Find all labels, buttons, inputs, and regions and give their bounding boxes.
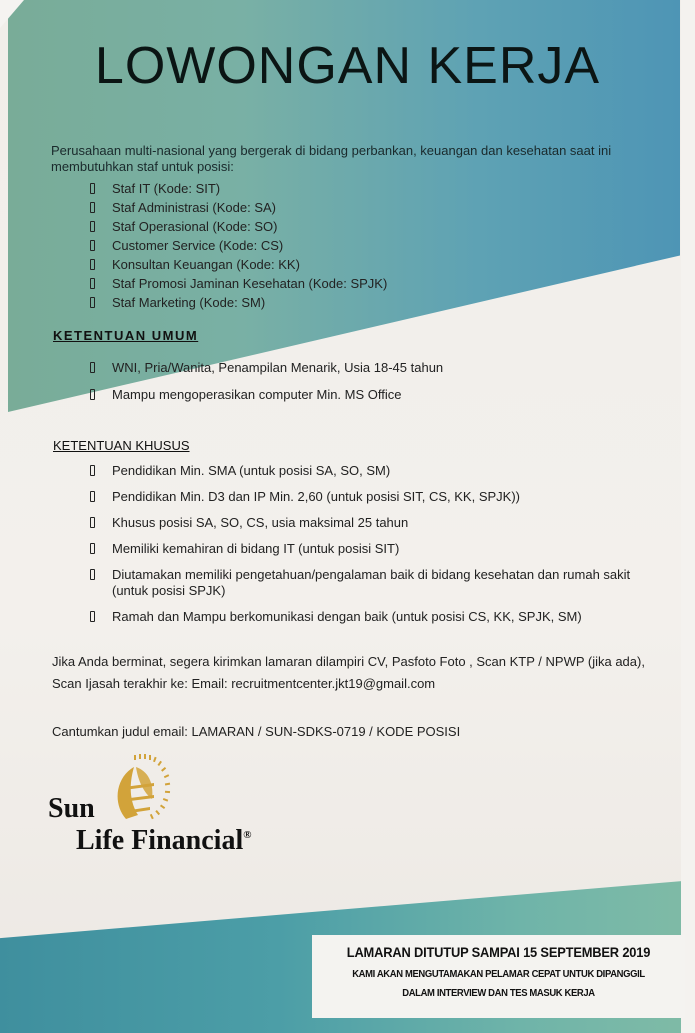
list-item: Pendidikan Min. D3 dan IP Min. 2,60 (untuk posisi SIT, CS, KK, SPJK)) (90, 489, 640, 505)
list-item: Staf Promosi Jaminan Kesehatan (Kode: SPJK) (90, 274, 387, 293)
list-item: Khusus posisi SA, SO, CS, usia maksimal 25 tahun (90, 515, 640, 531)
list-item: Memiliki kemahiran di bidang IT (untuk posisi SIT) (90, 541, 640, 557)
paper-edge (681, 0, 695, 1033)
list-item: Customer Service (Kode: CS) (90, 236, 387, 255)
list-item: Staf Marketing (Kode: SM) (90, 293, 387, 312)
logo-text-sun: Sun (48, 793, 95, 824)
section-title-ketentuan-khusus: KETENTUAN KHUSUS (53, 438, 190, 453)
bullet-icon (90, 611, 95, 622)
apply-instructions: Jika Anda berminat, segera kirimkan lamaran dilampiri CV, Pasfoto Foto , Scan KTP / NPWP (jika ada), Scan Ijasah terakhir ke: Email: recruitmentcenter.jkt19@gmail.com (52, 654, 645, 691)
positions-list (90, 179, 387, 312)
bullet-icon (90, 259, 95, 270)
list-item: Staf IT (Kode: SIT) (90, 179, 387, 198)
deadline-text: LAMARAN DITUTUP SAMPAI 15 SEPTEMBER 2019 (346, 944, 651, 960)
bullet-icon (90, 183, 95, 194)
sun-globe-icon (114, 753, 174, 825)
list-item: Diutamakan memiliki pengetahuan/pengalaman baik di bidang kesehatan dan rumah sakit (untuk posisi SPJK) (90, 567, 640, 599)
bullet-icon (90, 389, 95, 400)
bullet-icon (90, 465, 95, 476)
bullet-icon (90, 297, 95, 308)
notice-subtext-2: DALAM INTERVIEW DAN TES MASUK KERJA (402, 987, 595, 999)
bullet-icon (90, 362, 95, 373)
list-item: Staf Administrasi (Kode: SA) (90, 198, 387, 217)
list-item: Ramah dan Mampu berkomunikasi dengan baik (untuk posisi CS, KK, SPJK, SM) (90, 609, 640, 625)
bullet-icon (90, 543, 95, 554)
list-item: WNI, Pria/Wanita, Penampilan Menarik, Usia 18-45 tahun (90, 360, 443, 387)
bullet-icon (90, 517, 95, 528)
deadline-notice-box (312, 935, 685, 1018)
bullet-icon (90, 278, 95, 289)
section-title-ketentuan-umum: KETENTUAN UMUM (53, 328, 199, 343)
email-subject-instructions: Cantumkan judul email: LAMARAN / SUN-SDKS-0719 / KODE POSISI (52, 724, 461, 739)
registered-mark: ® (243, 829, 252, 841)
bullet-icon (90, 202, 95, 213)
notice-subtext-1: KAMI AKAN MENGUTAMAKAN PELAMAR CEPAT UNTUK DIPANGGIL (352, 968, 645, 980)
bullet-icon (90, 240, 95, 251)
ketentuan-khusus-list (90, 463, 640, 635)
bullet-icon (90, 221, 95, 232)
sun-life-logo (48, 753, 308, 863)
logo-text-life-financial: Life Financial® (76, 825, 252, 856)
poster-title: LOWONGAN KERJA (94, 37, 601, 95)
bullet-icon (90, 569, 95, 580)
list-item: Staf Operasional (Kode: SO) (90, 217, 387, 236)
ketentuan-umum-list (90, 360, 443, 414)
intro-text: Perusahaan multi-nasional yang bergerak di bidang perbankan, keuangan dan kesehatan saat ini membutuhkan staf untuk posisi: (51, 143, 612, 174)
bullet-icon (90, 491, 95, 502)
list-item: Konsultan Keuangan (Kode: KK) (90, 255, 387, 274)
list-item: Pendidikan Min. SMA (untuk posisi SA, SO, SM) (90, 463, 640, 479)
list-item: Mampu mengoperasikan computer Min. MS Office (90, 387, 443, 414)
